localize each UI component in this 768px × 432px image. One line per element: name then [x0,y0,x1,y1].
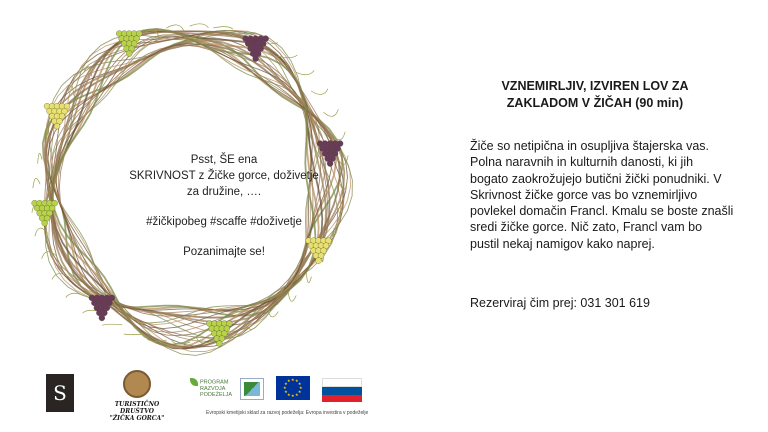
wreath-center-text [118,152,330,260]
page-title: VZNEMIRLJIV, IZVIREN LOV ZA ZAKLADOM V ŽIČAH (90 min) [501,79,689,110]
eu-fund-caption: Evropski kmetijski sklad za razvoj podeželja: Evropa investira v podeželje [206,410,369,416]
description-paragraph: Žiče so netipična in osupljiva štajerska vas. Polna naravnih in kulturnih danosti, ki jih bogato zaokrožujejo butični žički ponudniki. V Skrivnost žičke gorce vas bo vznemirljivo povlekel domačin Francl. Kmalu se boste znašli sredi žičke gorce. Nič zato, Francl vam bo pustil nekaj namigov kako naprej. [470,139,734,251]
teaser-line: za družine, …. [186,186,262,198]
program-razvoja-podezelja-logo: PROGRAM RAZVOJA PODEŽELJA [190,378,238,398]
hashtags: #žičkipobeg #scaffe #doživetje [146,216,302,228]
s-logo: S [46,374,74,412]
turisticno-drustvo-logo: TURISTIČNO DRUŠTVO "ŽIČKA GORCA" [102,370,172,422]
call-to-action: Pozanimajte se! [183,246,265,258]
teaser-line: SKRIVNOST z Žičke gorce, doživetje [129,170,319,182]
emblem-icon [123,370,151,398]
sponsor-logos-bar [40,370,380,422]
teaser-line: Psst, ŠE ena [190,154,258,166]
eu-flag-icon: ★ ★ ★ ★ ★ ★ ★ ★ ★ ★ ★ ★ [276,376,310,400]
leader-logo [240,378,264,400]
leaf-icon [190,378,198,386]
slovenia-flag-icon [322,378,362,400]
reservation-phone: Rezerviraj čim prej: 031 301 619 [470,296,650,310]
